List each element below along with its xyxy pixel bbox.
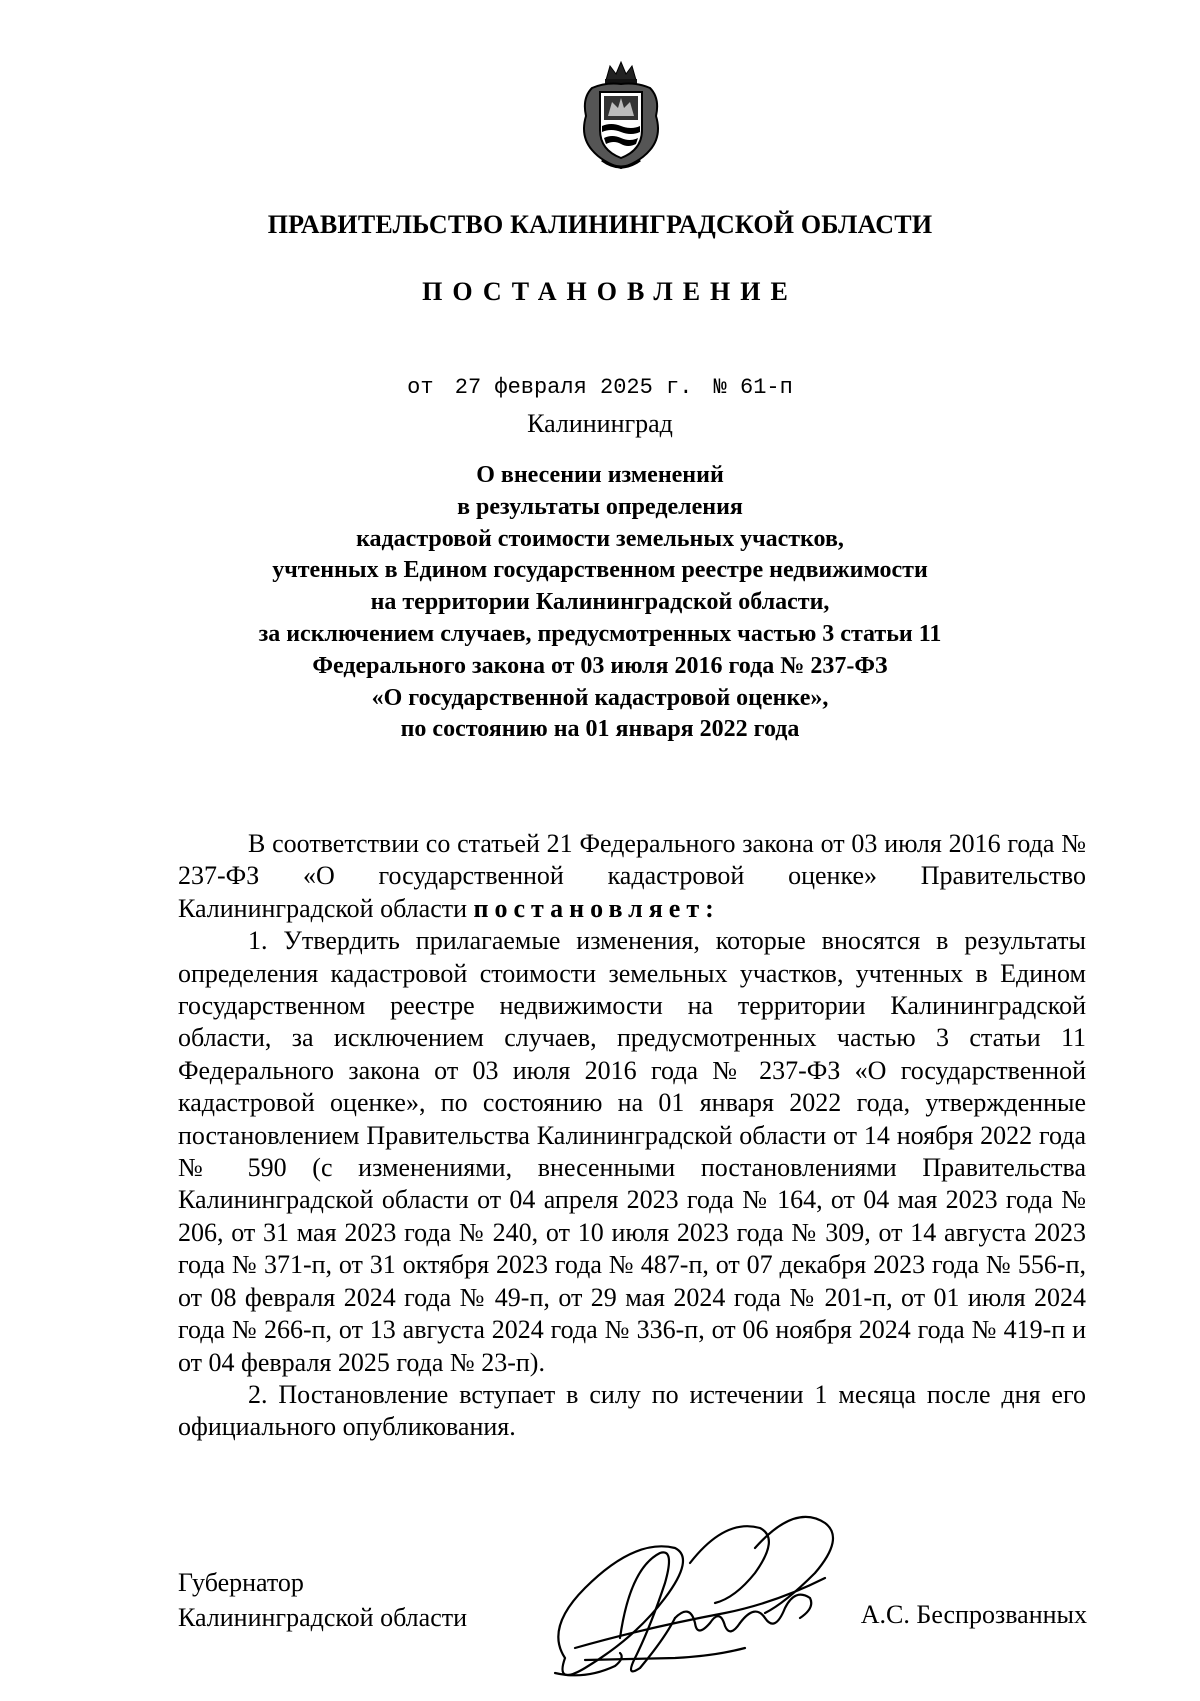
subject-line: учтенных в Едином государственном реестре недвижимости <box>272 557 928 584</box>
document-type: ПОСТАНОВЛЕНИЕ <box>422 277 798 306</box>
date-number-line <box>0 375 1200 400</box>
city: Калининград <box>527 409 673 438</box>
subject-line: «О государственной кадастровой оценке», <box>371 684 829 711</box>
subject-line: в результаты определения <box>457 493 743 520</box>
subject-line: кадастровой стоимости земельных участков, <box>356 525 844 552</box>
item-1-paragraph: 1. Утвердить прилагаемые изменения, которые вносятся в результаты определения кадастровой стоимости земельных участков, учтенных в Едином государственном реестре недвижимости на территории Калининградской области, за исключением случаев, предусмотренных частью 3 статьи 11 Федерального закона от 03 июля 2016 года № 237-ФЗ «О государственной кадастровой оценке», по состоянию на 01 января 2022 года, утвержденные постановлением Правительства Калининградской области от 14 ноября 2022 года № 590 (с изменениями, внесенными постановлениями Правительства Калининградской области от 04 апреля 2023 года № 164, от 04 мая 2023 года № 206, от 31 мая 2023 года № 240, от 10 июля 2023 года № 309, от 14 августа 2023 года № 371-п, от 31 октября 2023 года № 487-п, от 07 декабря 2023 года № 556-п, от 08 февраля 2024 года № 49-п, от 29 мая 2024 года № 201-п, от 01 июля 2024 года № 266-п, от 13 августа 2024 года № 336-п, от 06 ноября 2024 года № 419-п и от 04 февраля 2025 года № 23-п). <box>178 926 1086 1377</box>
subject-line: О внесении изменений <box>476 462 724 488</box>
document-subject <box>130 460 1070 746</box>
document-number: № 61-п <box>713 375 793 400</box>
subject-line: Федерального закона от 03 июля 2016 года № 237-ФЗ <box>312 652 888 679</box>
subject-line: на территории Калининградской области, <box>370 589 830 616</box>
subject-line: по состоянию на 01 января 2022 года <box>400 716 800 743</box>
signer-name: А.С. Беспрозванных <box>860 1600 1087 1629</box>
position-line-2: Калининградской области <box>178 1603 468 1632</box>
item-2-paragraph: 2. Постановление вступает в силу по истечении 1 месяца после дня его официального опубликования. <box>178 1379 1086 1442</box>
preamble-text: В соответствии со статьей 21 Федерального закона от 03 июля 2016 года № 237-ФЗ «О государственной кадастровой оценке» Правительство Калининградской области <box>178 829 1086 923</box>
document-date: 27 февраля 2025 г. <box>454 375 693 400</box>
document-body <box>178 828 1086 1444</box>
handwritten-signature-icon <box>525 1508 865 1698</box>
coat-of-arms-icon <box>572 58 670 176</box>
decree-word: постановляет: <box>473 893 720 923</box>
preamble-paragraph <box>178 828 1086 925</box>
position-line-1: Губернатор <box>178 1568 304 1597</box>
subject-line: за исключением случаев, предусмотренных частью 3 статьи 11 <box>258 620 942 647</box>
date-prefix: от <box>407 375 434 400</box>
government-title: ПРАВИТЕЛЬСТВО КАЛИНИНГРАДСКОЙ ОБЛАСТИ <box>267 210 933 239</box>
signer-position <box>178 1565 467 1635</box>
